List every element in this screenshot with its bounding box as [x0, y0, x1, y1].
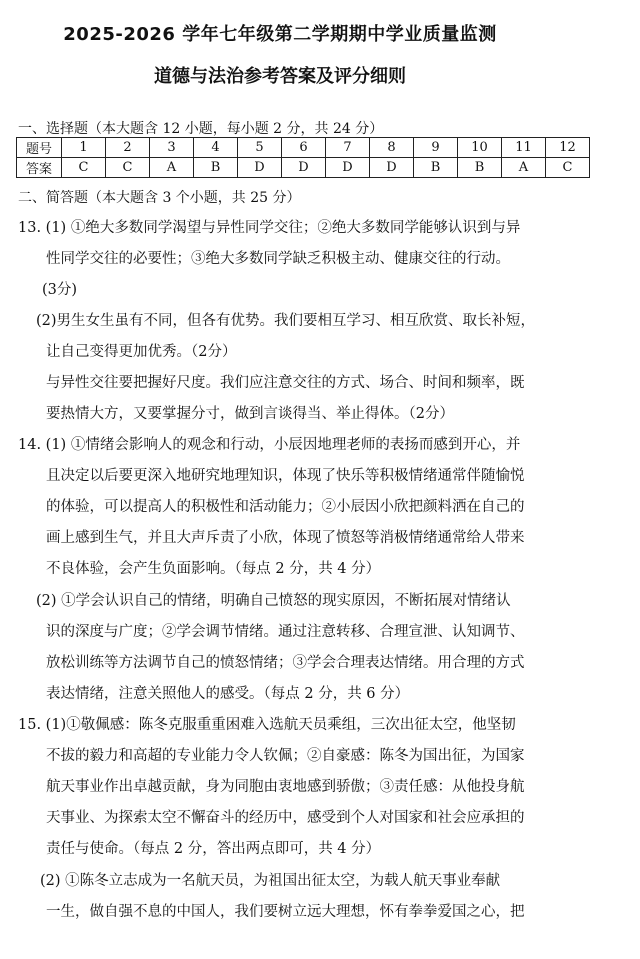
answer-cell: D: [238, 158, 282, 178]
answer-table-answer-row: [17, 158, 590, 178]
answer-line: 15. (1)①敬佩感：陈冬克服重重困难入选航天员乘组，三次出征太空，他坚韧: [18, 717, 516, 733]
question-number: 11: [502, 138, 546, 158]
answer-cell: C: [62, 158, 106, 178]
answer-cell: B: [194, 158, 238, 178]
answer-line: (2) ①陈冬立志成为一名航天员，为祖国出征太空，为载人航天事业奉献: [40, 873, 501, 889]
answer-line: 画上感到生气，并且大声斥责了小欣，体现了愤怒等消极情绪通常给人带来: [46, 530, 525, 546]
section-heading-choice: 一、选择题（本大题含 12 小题，每小题 2 分，共 24 分）: [18, 121, 384, 137]
question-number: 5: [238, 138, 282, 158]
answer-line: 责任与使命。（每点 2 分，答出两点即可，共 4 分）: [46, 841, 381, 857]
question-number: 10: [458, 138, 502, 158]
answer-cell: D: [282, 158, 326, 178]
answer-line: 一生，做自强不息的中国人，我们要树立远大理想，怀有拳拳爱国之心，把: [46, 904, 525, 920]
answer-line: 航天事业作出卓越贡献，身为同胞由衷地感到骄傲；③责任感：从他投身航: [46, 779, 525, 795]
answer-table-number-row: [17, 138, 590, 158]
answer-line: (2) ①学会认识自己的情绪，明确自己愤怒的现实原因，不断拓展对情绪认: [36, 593, 511, 609]
answer-line: 要热情大方，又要掌握分寸，做到言谈得当、举止得体。（2分）: [46, 406, 454, 422]
answer-line: 不良体验，会产生负面影响。（每点 2 分，共 4 分）: [46, 561, 381, 577]
answer-line: 天事业、为探索太空不懈奋斗的经历中，感受到个人对国家和社会应承担的: [46, 810, 525, 826]
question-number: 3: [150, 138, 194, 158]
question-number: 8: [370, 138, 414, 158]
answer-table: [16, 137, 590, 178]
answer-line: 的体验，可以提高人的积极性和活动能力；②小辰因小欣把颜料洒在自己的: [46, 499, 525, 515]
answer-line: (3分): [42, 282, 78, 298]
answer-cell: B: [414, 158, 458, 178]
question-number: 6: [282, 138, 326, 158]
answer-cell: A: [502, 158, 546, 178]
answer-line: 且决定以后要更深入地研究地理知识，体现了快乐等积极情绪通常伴随愉悦: [46, 468, 525, 484]
question-number: 9: [414, 138, 458, 158]
question-number: 4: [194, 138, 238, 158]
answer-line: 表达情绪，注意关照他人的感受。（每点 2 分，共 6 分）: [46, 686, 410, 702]
answer-line: 13. (1) ①绝大多数同学渴望与异性同学交往；②绝大多数同学能够认识到与异: [18, 220, 521, 236]
number-row-label: 题号: [17, 138, 62, 158]
answer-line: 不拔的毅力和高超的专业能力令人钦佩；②自豪感：陈冬为国出征，为国家: [46, 748, 525, 764]
answer-line: 放松训练等方法调节自己的愤怒情绪；③学会合理表达情绪。用合理的方式: [46, 655, 525, 671]
answer-line: 性同学交往的必要性；③绝大多数同学缺乏积极主动、健康交往的行动。: [46, 251, 510, 267]
answer-cell: C: [106, 158, 150, 178]
answer-cell: D: [370, 158, 414, 178]
answer-row-label: 答案: [17, 158, 62, 178]
answer-line: 让自己变得更加优秀。（2分）: [46, 344, 237, 360]
question-number: 7: [326, 138, 370, 158]
answer-cell: C: [546, 158, 590, 178]
answer-line: 14. (1) ①情绪会影响人的观念和行动，小辰因地理老师的表扬而感到开心，并: [18, 437, 521, 453]
question-number: 12: [546, 138, 590, 158]
document-subtitle: 道德与法治参考答案及评分细则: [154, 66, 406, 87]
question-number: 1: [62, 138, 106, 158]
question-number: 2: [106, 138, 150, 158]
answer-line: (2)男生女生虽有不同，但各有优势。我们要相互学习、相互欣赏、取长补短，: [36, 313, 536, 329]
answer-cell: B: [458, 158, 502, 178]
document-title: 2025-2026 学年七年级第二学期期中学业质量监测: [63, 24, 497, 45]
answer-line: 识的深度与广度；②学会调节情绪。通过注意转移、合理宣泄、认知调节、: [46, 624, 525, 640]
answer-cell: A: [150, 158, 194, 178]
answer-line: 与异性交往要把握好尺度。我们应注意交往的方式、场合、时间和频率，既: [46, 375, 525, 391]
section-heading-short-answer: 二、简答题（本大题含 3 个小题，共 25 分）: [18, 190, 301, 206]
answer-cell: D: [326, 158, 370, 178]
